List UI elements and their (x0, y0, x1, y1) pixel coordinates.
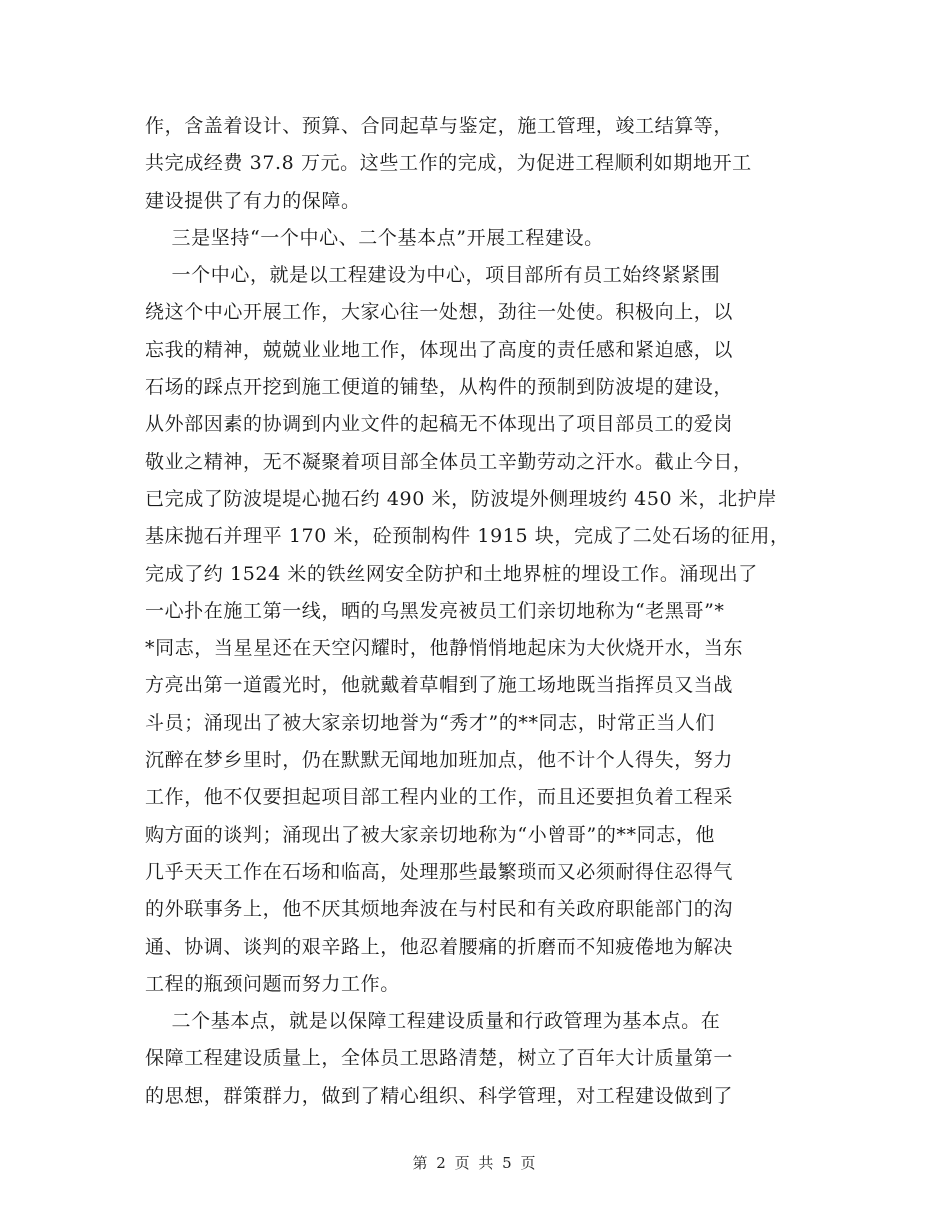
text-line: 作，含盖着设计、预算、合同起草与鉴定，施工管理，竣工结算等， (145, 115, 734, 137)
text-line: 保障工程建设质量上，全体员工思路清楚，树立了百年大计质量第一 (145, 1047, 734, 1070)
text-line: 一个中心，就是以工程建设为中心，项目部所有员工始终紧紧围 (145, 264, 721, 287)
text-line: *同志，当星星还在天空闪耀时，他静悄悄地起床为大伙烧开水，当东 (145, 637, 744, 660)
text-line: 忘我的精神，兢兢业业地工作，体现出了高度的责任感和紧迫感，以 (145, 338, 734, 361)
text-line: 石场的踩点开挖到施工便道的铺垫，从构件的预制到防波堤的建设， (145, 376, 734, 399)
text-line: 已完成了防波堤堤心抛石约 490 米，防波堤外侧理坡约 450 米，北护岸 (145, 487, 777, 510)
text-line: 斗员；涌现出了被大家亲切地誉为“秀才”的**同志，时常正当人们 (145, 711, 716, 734)
text-line: 的外联事务上，他不厌其烦地奔波在与村民和有关政府职能部门的沟 (145, 898, 734, 921)
text-line: 方亮出第一道霞光时，他就戴着草帽到了施工场地既当指挥员又当战 (145, 674, 734, 697)
text-line: 一心扑在施工第一线，晒的乌黑发亮被员工们亲切地称为“老黑哥”* (145, 599, 725, 622)
text-line: 工程的瓶颈问题而努力工作。 (145, 972, 400, 995)
text-line: 工作，他不仅要担起项目部工程内业的工作，而且还要担负着工程采 (145, 786, 734, 809)
text-line: 共完成经费 37.8 万元。这些工作的完成，为促进工程顺利如期地开工 (145, 152, 752, 175)
document-body (145, 108, 805, 1115)
text-line: 购方面的谈判；涌现出了被大家亲切地称为“小曾哥”的**同志，他 (145, 823, 716, 846)
text-line: 完成了约 1524 米的铁丝网安全防护和土地界桩的埋设工作。涌现出了 (145, 562, 758, 585)
text-line: 几乎天天工作在石场和临高，处理那些最繁琐而又必须耐得住忍得气 (145, 860, 734, 883)
text-line: 从外部因素的协调到内业文件的起稿无不体现出了项目部员工的爱岗 (145, 413, 734, 436)
text-line: 的思想，群策群力，做到了精心组织、科学管理，对工程建设做到了 (145, 1084, 734, 1107)
page-number-footer: 第 2 页 共 5 页 (412, 1154, 538, 1172)
text-line: 基床抛石并理平 170 米，砼预制构件 1915 块，完成了二处石场的征用， (145, 525, 790, 548)
text-line: 敬业之精神，无不凝聚着项目部全体员工辛勤劳动之汗水。截止今日， (145, 450, 753, 473)
text-line: 二个基本点，就是以保障工程建设质量和行政管理为基本点。在 (145, 1010, 721, 1033)
text-line: 三是坚持“一个中心、二个基本点”开展工程建设。 (145, 226, 604, 249)
text-line: 建设提供了有力的保障。 (145, 189, 361, 212)
text-line: 沉醉在梦乡里时，仍在默默无闻地加班加点，他不计个人得失，努力 (145, 749, 734, 772)
text-line: 绕这个中心开展工作，大家心往一处想，劲往一处使。积极向上，以 (145, 301, 734, 324)
text-line: 通、协调、谈判的艰辛路上，他忍着腰痛的折磨而不知疲倦地为解决 (145, 935, 734, 958)
